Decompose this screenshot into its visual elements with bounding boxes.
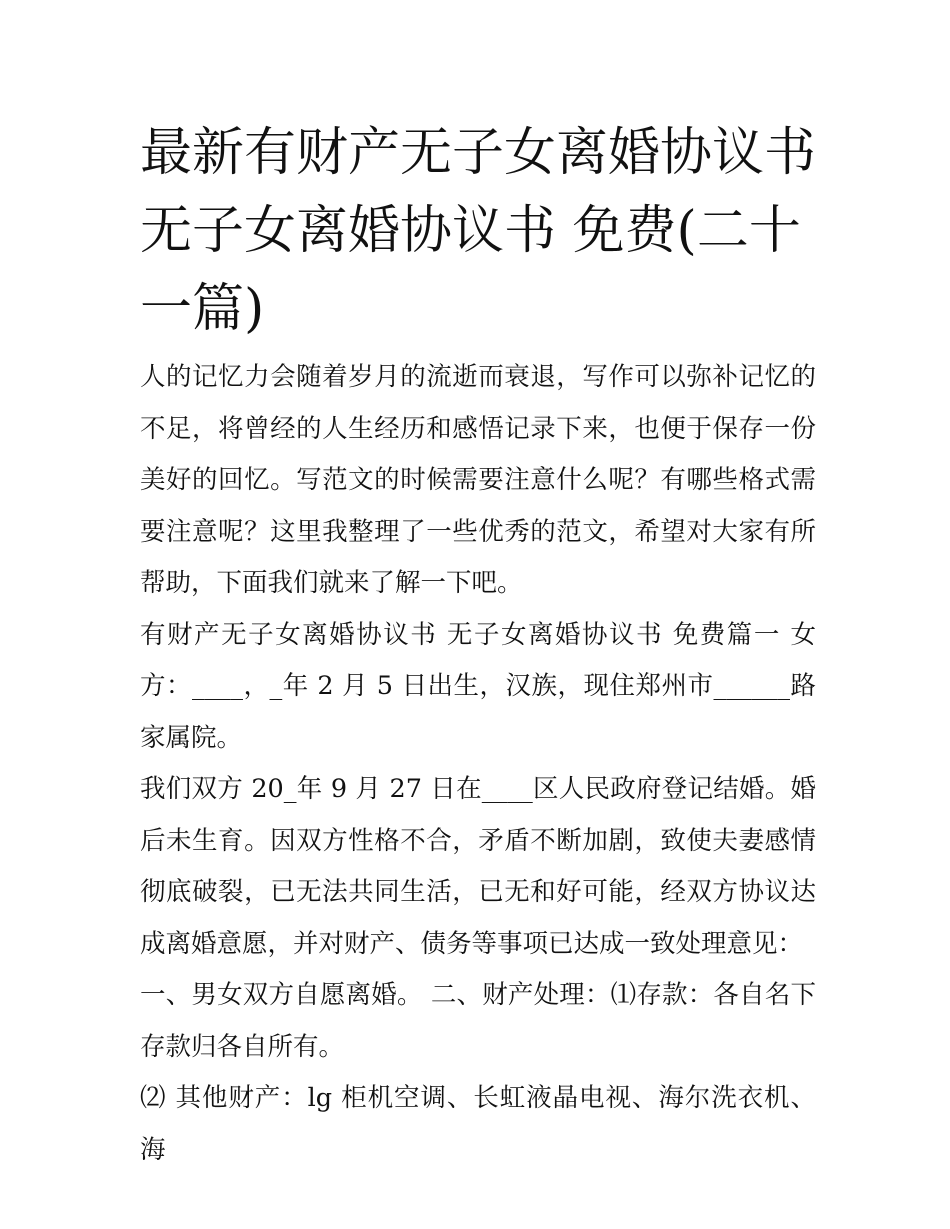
- paragraph-intro: 人的记忆力会随着岁月的流逝而衰退，写作可以弥补记忆的不足，将曾经的人生经历和感悟记录下来，也便于保存一份美好的回忆。写范文的时候需要注意什么呢？有哪些格式需要注意呢？这里我整理了一些优秀的范文，希望对大家有所帮助，下面我们就来了解一下吧。: [140, 362, 816, 598]
- paragraph-clause-one-two: 一、男女双方自愿离婚。 二、财产处理：⑴存款：各自名下存款归各自所有。: [140, 980, 816, 1062]
- document-title: 最新有财产无子女离婚协议书 无子女离婚协议书 免费(二十一篇): [140, 123, 817, 339]
- paragraph-other-property: ⑵ 其他财产：lg 柜机空调、长虹液晶电视、海尔洗衣机、海: [140, 1083, 816, 1165]
- paragraph-marriage-info: 我们双方 20_年 9 月 27 日在____区人民政府登记结婚。婚后未生育。因双方性格不合，矛盾不断加剧，致使夫妻感情彻底破裂，已无法共同生活，已无和好可能，经双方协议达成离婚意愿，并对财产、债务等事项已达成一致处理意见：: [140, 774, 816, 959]
- document-body: [140, 352, 816, 1176]
- paragraph-wife-info: 有财产无子女离婚协议书 无子女离婚协议书 免费篇一 女方：____，_年 2 月 5 日出生，汉族，现住郑州市______路家属院。: [140, 619, 816, 753]
